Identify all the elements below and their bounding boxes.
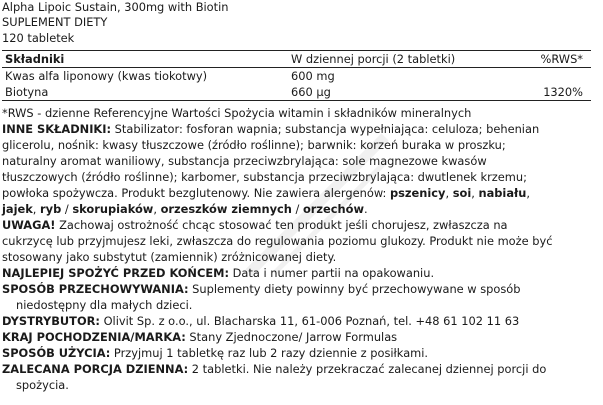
dose-section (2, 361, 600, 393)
ingredients-text: Stabilizator: fosforan wapnia; substancja wypełniająca: celuloza; behenian (111, 122, 540, 137)
row-amount: 660 µg (288, 84, 533, 101)
product-subtitle: SUPLEMENT DIETY (2, 15, 108, 30)
separator: / (61, 202, 73, 217)
rws-note: *RWS - dzienne Referencyjne Wartości Spożycia witamin i składników mineralnych (2, 106, 472, 121)
separator: . (364, 202, 368, 217)
warning-label: UWAGA! (2, 218, 56, 233)
table-row (2, 68, 591, 85)
distributor-label: DYSTRYBUTOR: (2, 314, 100, 329)
header-rws: %RWS* (533, 51, 591, 68)
ingredients-section (2, 121, 600, 217)
dose-text: spożycia. (16, 378, 69, 393)
row-rws: 1320% (533, 84, 591, 101)
allergen: jajek (2, 202, 33, 217)
allergen: soi (452, 186, 472, 201)
header-daily-portion: W dziennej porcji (2 tabletki) (288, 51, 533, 68)
table-row (2, 84, 591, 101)
best-before-text: Data i numer partii na opakowaniu. (229, 266, 435, 281)
ingredients-text: glicerolu, nośnik: kwasy tłuszczowe (źródło roślinne); barwnik: korzeń buraka w proszku; (2, 138, 506, 153)
row-name: Kwas alfa liponowy (kwas tiokotwy) (5, 69, 208, 84)
allergen: pszenicy (389, 186, 446, 201)
origin-section (2, 329, 600, 345)
storage-text: Suplementy diety powinny być przechowywane w sposób (188, 282, 521, 297)
dose-label: ZALECANA PORCJA DZIENNA: (2, 362, 189, 377)
storage-label: SPOSÓB PRZECHOWYWANIA: (2, 282, 189, 297)
composition-table (2, 50, 591, 101)
allergen: orzechów (302, 202, 364, 217)
distributor-section (2, 313, 600, 329)
row-rws (533, 68, 591, 85)
allergen: nabiału (478, 186, 527, 201)
ingredients-text: naturalny aromat waniliowy, substancja przeciwzbrylająca: sole magnezowe kwasów (2, 154, 487, 169)
allergen: ryb (40, 202, 62, 217)
header-ingredients: Składniki (2, 51, 288, 68)
separator: , (526, 186, 530, 201)
origin-label: KRAJ POCHODZENIA/MARKA: (2, 330, 186, 345)
separator: , (445, 186, 453, 201)
best-before-label: NAJLEPIEJ SPOŻYĆ PRZED KOŃCEM: (2, 266, 229, 281)
row-amount: 600 mg (291, 69, 335, 84)
allergen: orzeszków ziemnych (160, 202, 292, 217)
table-header-row (2, 51, 591, 68)
ingredients-label: INNE SKŁADNIKI: (2, 122, 112, 137)
separator: , (471, 186, 479, 201)
origin-text: Stany Zjednoczone/ Jarrow Formulas (185, 330, 398, 345)
warning-text: stosowany jako substytut (zamiennik) zróżnicowanej diety. (2, 250, 337, 265)
product-title: Alpha Lipoic Sustain, 300mg with Biotin (2, 0, 229, 14)
row-name: Biotyna (2, 84, 288, 101)
ingredients-text: powłoka spożywcza. Produkt bezglutenowy. Nie zawiera alergenów: (2, 186, 390, 201)
usage-label: SPOSÓB UŻYCIA: (2, 346, 111, 361)
storage-text: niedostępny dla małych dzieci. (16, 298, 193, 313)
usage-section (2, 345, 600, 361)
allergen: skorupiaków (72, 202, 154, 217)
warning-text: cukrzycę lub przyjmujesz leki, zwłaszcza do regulowania poziomu glukozy. Produkt nie może być (2, 234, 553, 249)
warning-text: Zachowaj ostrożność chcąc stosować ten produkt jeśli chorujesz, zwłaszcza na (55, 218, 508, 233)
separator: , (32, 202, 41, 217)
dose-text: 2 tabletki. Nie należy przekraczać zalecanej dziennej porcji do (188, 362, 547, 377)
storage-section (2, 281, 600, 313)
label-document (2, 0, 600, 393)
product-count: 120 tabletek (2, 30, 75, 45)
ingredients-text: tłuszczowych (źródło roślinne); karbomer, substancja przeciwzbrylająca: dwutlenek krzemu; (2, 170, 527, 185)
usage-text: Przyjmuj 1 tabletkę raz lub 2 razy dziennie z posiłkami. (110, 346, 429, 361)
separator: , (153, 202, 161, 217)
distributor-text: Olivit Sp. z o.o., ul. Blacharska 11, 61-006 Poznań, tel. +48 61 102 11 63 (99, 314, 520, 329)
separator: / (291, 202, 303, 217)
best-before-section (2, 265, 600, 281)
warning-section (2, 217, 600, 265)
